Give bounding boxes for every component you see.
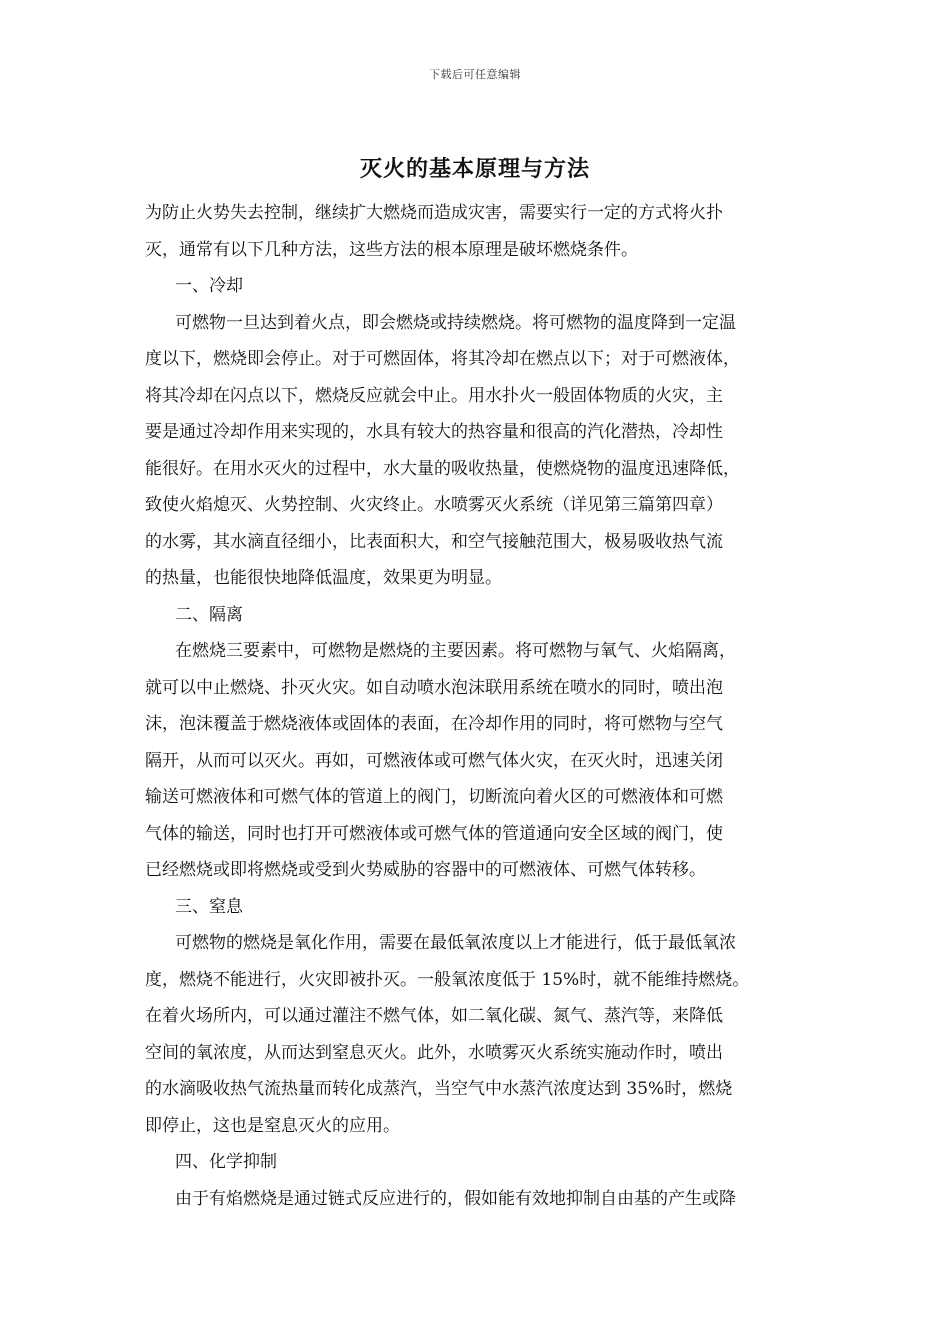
text-line: 要是通过冷却作用来实现的，水具有较大的热容量和很高的汽化潜热，冷却性 — [145, 422, 723, 442]
text-line: 灭，通常有以下几种方法，这些方法的根本原理是破坏燃烧条件。 — [145, 239, 638, 260]
document-title: 灭火的基本原理与方法 — [359, 156, 590, 182]
text-line: 将其冷却在闪点以下，燃烧反应就会中止。用水扑火一般固体物质的火灾，主 — [145, 385, 723, 406]
text-line: 可燃物一旦达到着火点，即会燃烧或持续燃烧。将可燃物的温度降到一定温 — [175, 312, 736, 333]
document-body — [145, 195, 815, 1217]
text-line: 在着火场所内，可以通过灌注不燃气体，如二氧化碳、氮气、蒸汽等，来降低 — [145, 1006, 723, 1026]
text-line: 的水雾，其水滴直径细小，比表面积大，和空气接触范围大，极易吸收热气流 — [145, 531, 723, 552]
text-line: 在燃烧三要素中，可燃物是燃烧的主要因素。将可燃物与氧气、火焰隔离， — [175, 641, 736, 661]
text-line: 为防止火势失去控制，继续扩大燃烧而造成灾害，需要实行一定的方式将火扑 — [145, 203, 723, 223]
text-line: 可燃物的燃烧是氧化作用，需要在最低氧浓度以上才能进行，低于最低氧浓 — [175, 933, 736, 953]
text-line: 空间的氧浓度，从而达到窒息灭火。此外，水喷雾灭火系统实施动作时，喷出 — [145, 1042, 723, 1063]
text-line: 一、冷却 — [175, 276, 243, 296]
text-line: 气体的输送，同时也打开可燃液体或可燃气体的管道通向安全区域的阀门，使 — [145, 823, 723, 844]
text-line: 已经燃烧或即将燃烧或受到火势威胁的容器中的可燃液体、可燃气体转移。 — [145, 860, 706, 880]
text-line: 即停止，这也是窒息灭火的应用。 — [145, 1115, 400, 1136]
text-line: 度以下，燃烧即会停止。对于可燃固体，将其冷却在燃点以下；对于可燃液体， — [145, 349, 740, 369]
text-line: 输送可燃液体和可燃气体的管道上的阀门，切断流向着火区的可燃液体和可燃 — [145, 787, 723, 807]
text-line: 隔开，从而可以灭火。再如，可燃液体或可燃气体火灾，在灭火时，迅速关闭 — [145, 750, 723, 771]
text-line: 的水滴吸收热气流热量而转化成蒸汽，当空气中水蒸汽浓度达到 35%时，燃烧 — [145, 1079, 733, 1099]
text-line: 四、化学抑制 — [175, 1152, 277, 1172]
text-line: 的热量，也能很快地降低温度，效果更为明显。 — [145, 568, 502, 588]
text-line: 度，燃烧不能进行，火灾即被扑灭。一般氧浓度低于 15%时，就不能维持燃烧。 — [145, 969, 750, 990]
text-line: 沫，泡沫覆盖于燃烧液体或固体的表面，在冷却作用的同时，将可燃物与空气 — [145, 714, 723, 734]
text-line: 能很好。在用水灭火的过程中，水大量的吸收热量，使燃烧物的温度迅速降低， — [145, 458, 740, 479]
text-line: 就可以中止燃烧、扑灭火灾。如自动喷水泡沫联用系统在喷水的同时，喷出泡 — [145, 677, 723, 698]
text-line: 三、窒息 — [175, 896, 243, 917]
header-note: 下载后可任意编辑 — [429, 68, 521, 81]
text-line: 致使火焰熄灭、火势控制、火灾终止。水喷雾灭火系统（详见第三篇第四章） — [145, 495, 723, 515]
text-line: 二、隔离 — [175, 604, 243, 625]
text-line: 由于有焰燃烧是通过链式反应进行的，假如能有效地抑制自由基的产生或降 — [175, 1188, 736, 1209]
